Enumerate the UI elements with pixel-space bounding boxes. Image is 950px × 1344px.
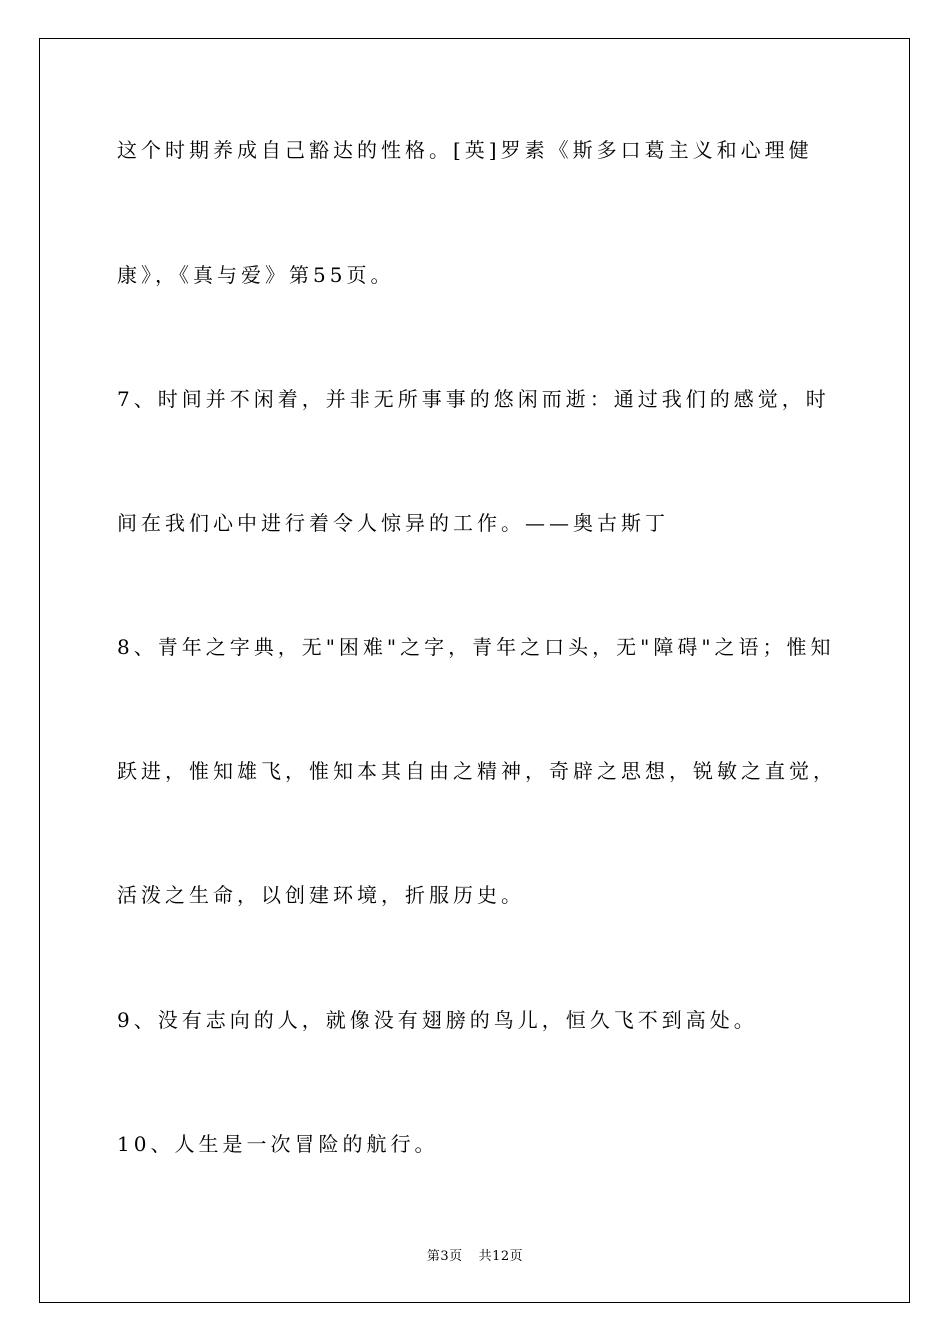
text-line-5: 8、青年之字典，无"困难"之字，青年之口头，无"障碍"之语；惟知 (117, 635, 835, 659)
text-line-3: 7、时间并不闲着，并非无所事事的悠闲而逝：通过我们的感觉，时 (117, 387, 830, 411)
text-line-2: 康》，《真与爱》第55页。 (117, 263, 395, 287)
text-line-1: 这个时期养成自己豁达的性格。[英]罗素《斯多口葛主义和心理健 (117, 138, 813, 162)
page-total: 共12页 (478, 1249, 524, 1264)
page-footer (0, 1248, 950, 1266)
text-line-7: 活泼之生命，以创建环境，折服历史。 (117, 883, 525, 907)
page-border (39, 38, 910, 1303)
text-line-9: 10、人生是一次冒险的航行。 (117, 1132, 439, 1156)
page-number: 第3页 (426, 1249, 463, 1264)
text-line-8: 9、没有志向的人，就像没有翅膀的鸟儿，恒久飞不到高处。 (117, 1008, 758, 1032)
text-line-6: 跃进，惟知雄飞，惟知本其自由之精神，奇辟之思想，锐敏之直觉， (117, 759, 837, 783)
text-line-4: 间在我们心中进行着令人惊异的工作。——奥古斯丁 (117, 511, 669, 535)
